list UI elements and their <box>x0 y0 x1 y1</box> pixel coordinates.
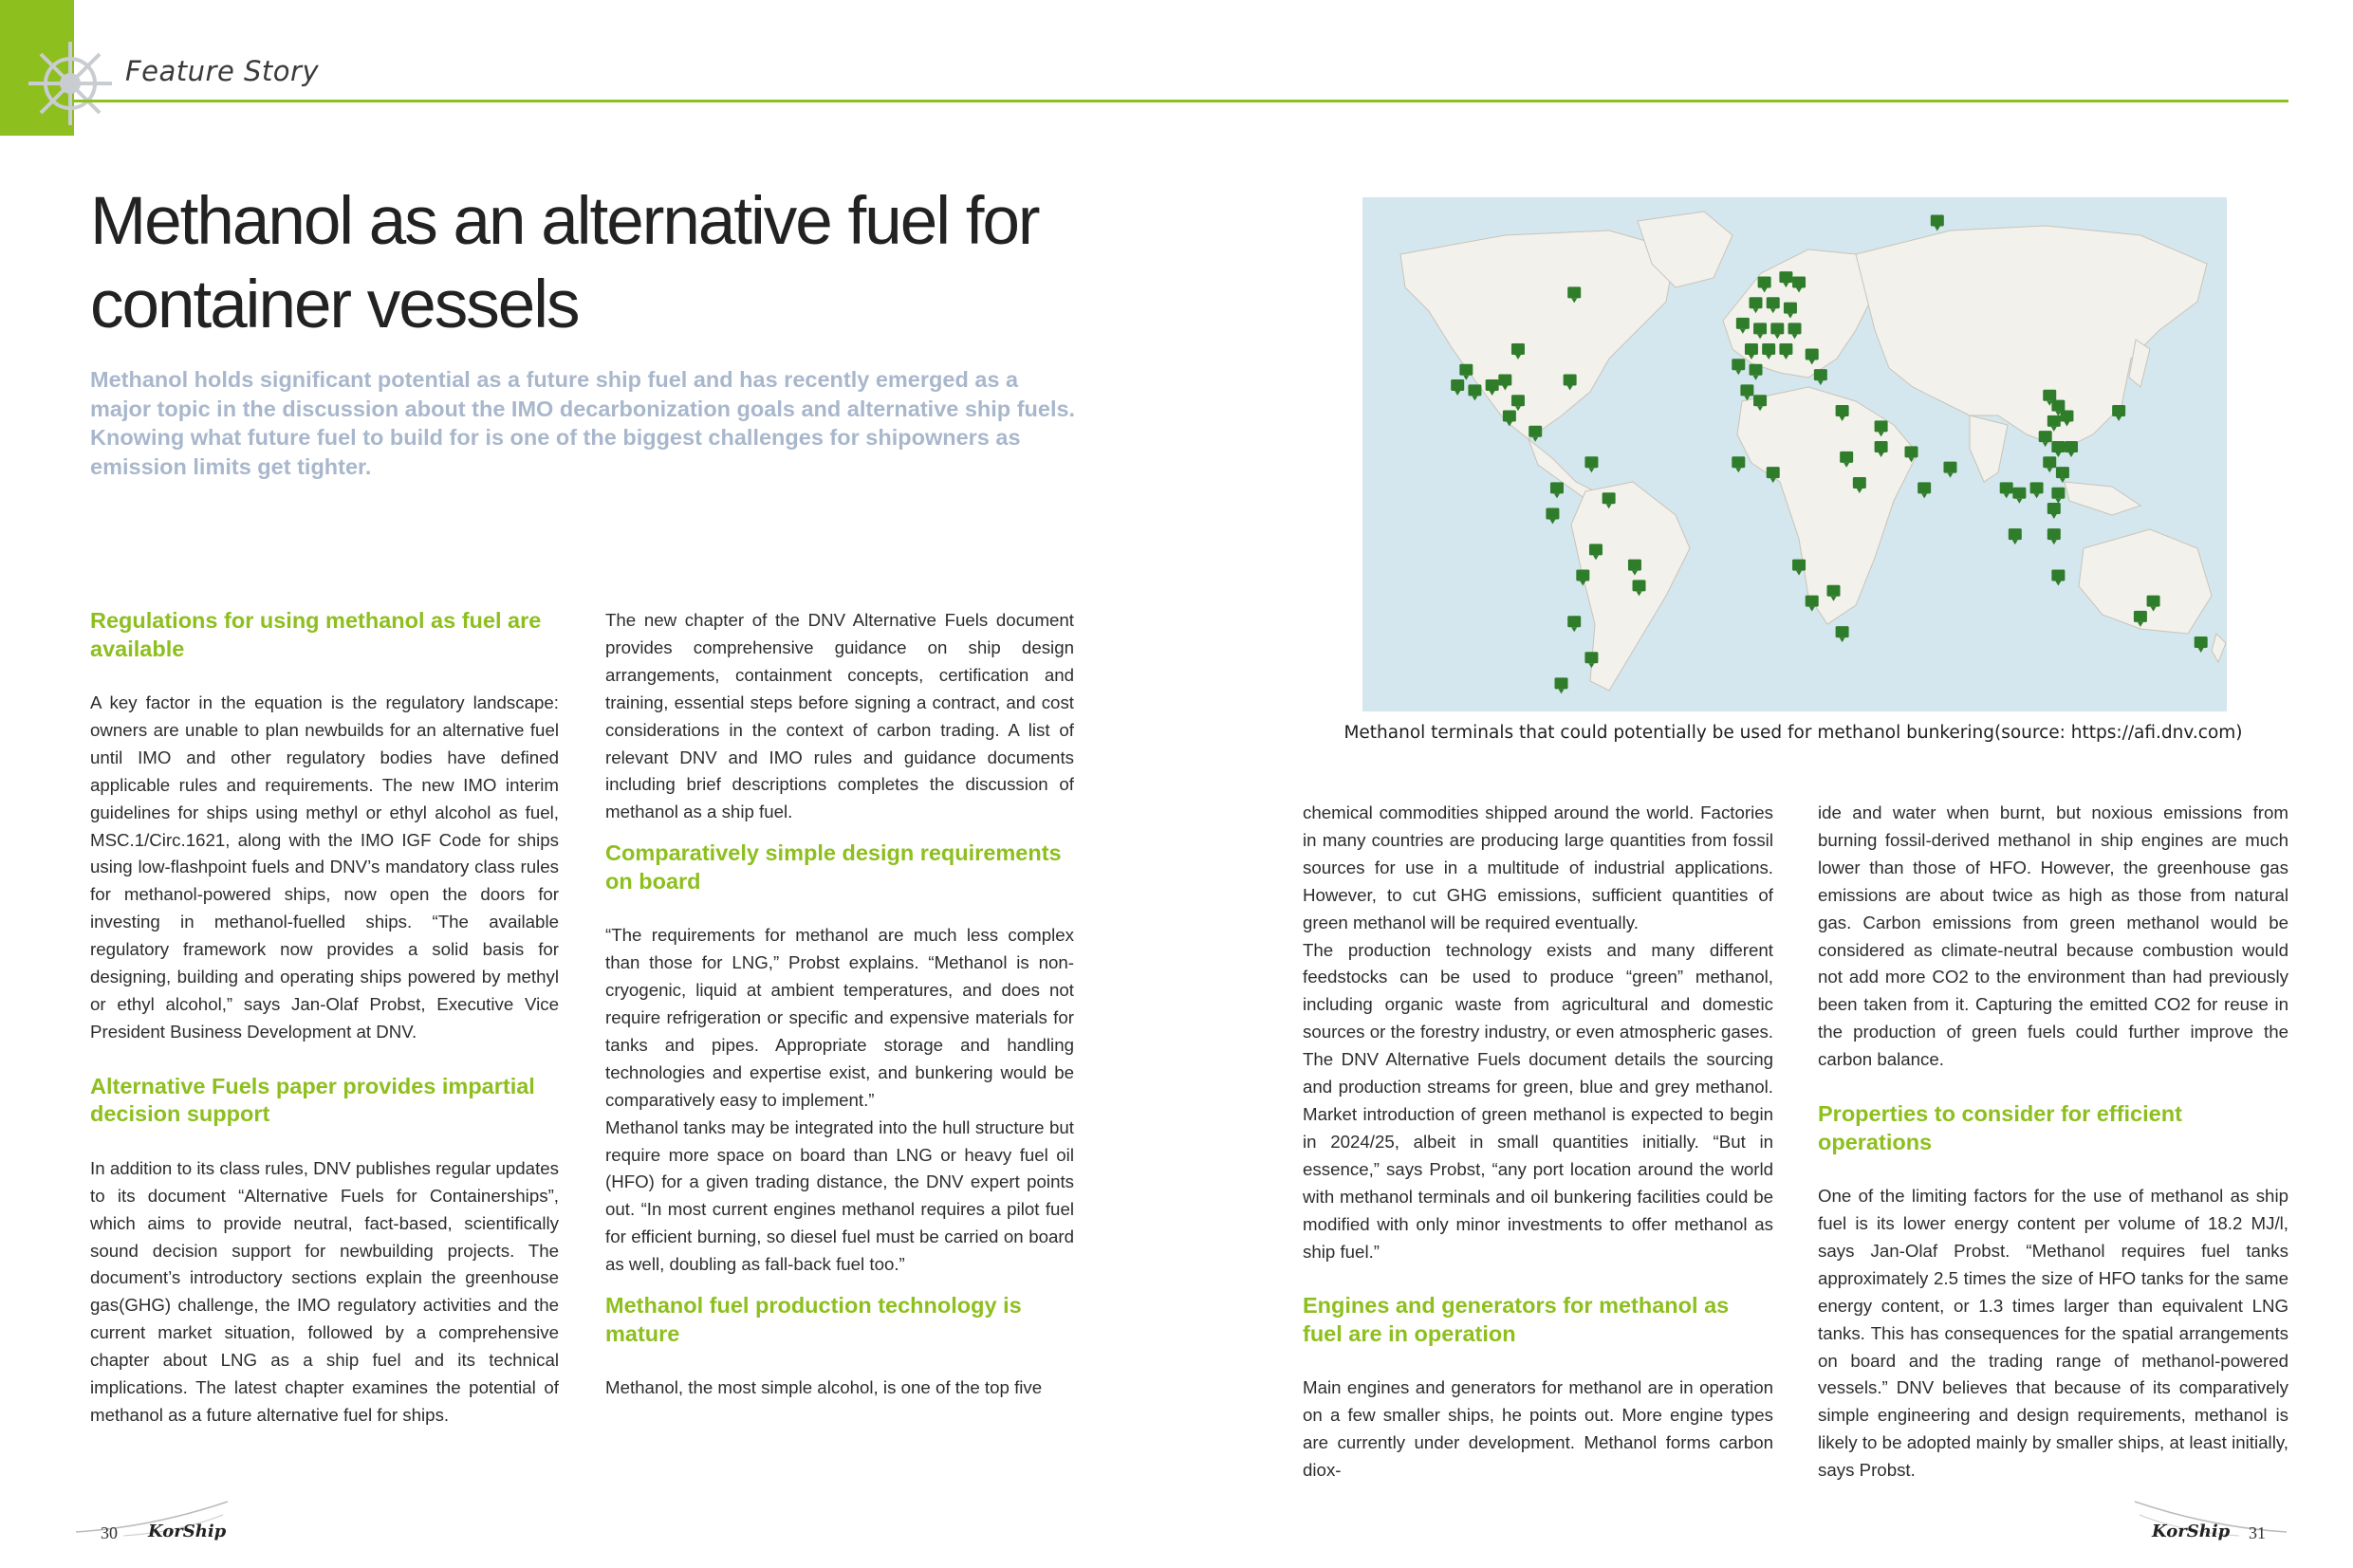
terminal-marker-icon[interactable] <box>1529 426 1542 442</box>
terminal-marker-icon[interactable] <box>1836 626 1849 642</box>
page-number-right: 31 <box>2249 1523 2266 1542</box>
header-rule <box>74 100 2288 102</box>
terminal-marker-icon[interactable] <box>2009 528 2022 544</box>
paragraph: Methanol, the most simple alcohol, is one of the top five <box>605 1377 1043 1398</box>
figure-caption: Methanol terminals that could potentially be used for methanol bunkering(source: https://afi.dnv.com) <box>1343 723 2243 743</box>
terminal-marker-icon[interactable] <box>2051 441 2065 457</box>
subheading: Comparatively simple design requirements on board <box>605 840 1062 894</box>
terminal-marker-icon[interactable] <box>1555 677 1568 693</box>
terminal-marker-icon[interactable] <box>2012 488 2026 504</box>
terminal-marker-icon[interactable] <box>2112 405 2125 421</box>
paragraph: The new chapter of the DNV Alternative Fuels document provides comprehensive guidance on ship design arrangements, containment concepts, certification and training, essential steps before signing a contract, and cost considerations in the context of carbon trading. A list of relevant DNV and IMO rules and guidance documents including brief descriptions completes the discussion of methanol as a ship fuel. <box>605 610 1074 822</box>
page-number-left: 30 <box>101 1523 118 1542</box>
terminal-marker-icon[interactable] <box>1792 560 1806 576</box>
article-lead: Methanol holds significant potential as a future ship fuel and has recently emerged as a major topic in the discussion about the IMO decarbonization goals and alternative ship fuels. Knowing what future fuel to build for is one of the biggest challenges for shipowners as emission limits get tighter. <box>90 367 1076 479</box>
paragraph: The production technology exists and many different feedstocks can be used to produce “green” methanol, including organic waste from agricultural and domestic sources or the forestry industry, or even atmospheric gases. The DNV Alternative Fuels document details the sourcing and production streams for green, blue and grey methanol. Market introduction of green methanol is expected to begin in 2024/25, albeit in small quantities initially. “But in essence,” says Probst, “any port location around the world with methanol terminals and oil bunkering facilities could be modified with only minor investments to offer methanol as ship fuel.” <box>1303 939 1773 1262</box>
korship-logo-right: KorShip <box>2152 1522 2231 1541</box>
paragraph: A key factor in the equation is the regulatory landscape: owners are unable to plan newbuilds for an alternative fuel until IMO and other regulatory bodies have defined applicable rules and requirements. The new IMO interim guidelines for ships using methyl or ethyl alcohol as fuel, MSC.1/Circ.1621, along with the IMO IGF Code for ships using low-flashpoint fuels and DNV’s mandatory class rules for methanol-powered ships, now open the doors for investing in methanol-fuelled ships. “The available regulatory framework now provides a solid basis for designing, building and operating ships powered by methyl or ethyl alcohol,” says Jan-Olaf Probst, Executive Vice President Business Development at DNV. <box>90 692 559 1042</box>
terminal-marker-icon[interactable] <box>1732 456 1745 472</box>
terminal-marker-icon[interactable] <box>1584 456 1598 472</box>
terminal-marker-icon[interactable] <box>1814 369 1827 385</box>
column-2 <box>605 607 1074 1402</box>
terminal-marker-icon[interactable] <box>1732 359 1745 375</box>
korship-logo-left: KorShip <box>148 1522 227 1541</box>
subheading: Regulations for using methanol as fuel are available <box>90 608 542 661</box>
land-masses <box>1400 212 2226 691</box>
article-title-line1: Methanol as an alternative fuel for <box>90 184 1039 259</box>
article-title-line2: container vessels <box>90 267 579 342</box>
terminal-marker-icon[interactable] <box>1550 482 1564 498</box>
section-label: Feature Story <box>125 55 320 87</box>
terminal-marker-icon[interactable] <box>2195 636 2208 653</box>
terminal-marker-icon[interactable] <box>2039 431 2052 447</box>
terminal-marker-icon[interactable] <box>2000 482 2013 498</box>
column-4 <box>1818 800 2288 1485</box>
terminal-marker-icon[interactable] <box>1546 507 1559 524</box>
paragraph: Main engines and generators for methanol are in operation on a few smaller ships, he points out. More engine types are currently under development. Methanol forms carbon diox- <box>1303 1377 1773 1481</box>
terminal-marker-icon[interactable] <box>2051 570 2065 586</box>
paragraph: One of the limiting factors for the use of methanol as ship fuel is its lower energy content per volume of 18.2 MJ/l, says Jan-Olaf Probst. “Methanol requires fuel tanks approximately 2.5 times the size of HFO tanks for the same energy content, or 1.3 times larger than equivalent LNG tanks. This has consequences for the spatial arrangements on board and the trading range of methanol-powered vessels.” DNV believes that because of its comparatively simple engineering and design requirements, methanol is likely to be adopted mainly by smaller ships, at least initially, says Probst. <box>1818 1186 2288 1481</box>
terminal-marker-icon[interactable] <box>1468 384 1481 400</box>
terminal-marker-icon[interactable] <box>2047 528 2061 544</box>
terminal-marker-icon[interactable] <box>2030 482 2044 498</box>
world-map <box>1362 197 2227 711</box>
article-title <box>90 180 1134 347</box>
terminal-marker-icon[interactable] <box>1750 364 1763 380</box>
column-1 <box>90 607 559 1430</box>
terminal-marker-icon[interactable] <box>2056 467 2069 483</box>
terminal-marker-icon[interactable] <box>1459 364 1473 380</box>
terminals-map <box>1362 197 2227 711</box>
paragraph: ide and water when burnt, but noxious emissions from burning fossil-derived methanol in ship engines are much lower than those of HFO. However, the greenhouse gas emissions are about twice as high as those from natural gas. Carbon emissions from green methanol would be considered as climate-neutral because combustion would not add more CO2 to the environment than had previously been taken from it. Capturing the emitted CO2 for reuse in the production of green fuels could further improve the carbon balance. <box>1818 802 2288 1070</box>
column-3 <box>1303 800 1773 1485</box>
paragraph: In addition to its class rules, DNV publishes regular updates to its document “Alternative Fuels for Containerships”, which aims to provide neutral, fact-based, scientifically sound decision support for newbuilding projects. The document’s introductory sections explain the greenhouse gas(GHG) challenge, the IMO regulatory activities and the current market situation, followed by a comprehensive chapter about LNG as a ship fuel and its technical implications. The latest chapter examines the potential of methanol as a future alternative fuel for ships. <box>90 1157 559 1425</box>
terminal-marker-icon[interactable] <box>1943 462 1956 478</box>
paragraph: “The requirements for methanol are much less complex than those for LNG,” Probst explains. “Methanol is non-cryogenic, liquid at ambient temperatures, and does not require refrigeration or specific and expensive materials for tanks and pipes. Appropriate storage and handling technologies and expertise exist, and bunkering would be comparatively easy to implement.” <box>605 925 1074 1110</box>
terminal-marker-icon[interactable] <box>1806 596 1819 612</box>
paragraph: Methanol tanks may be integrated into the hull structure but require more space on board than LNG or heavy fuel oil (HFO) for a given trading distance, the DNV expert points out. “In most current engines methanol requires a pilot fuel for efficient burning, so diesel fuel must be carried on board as well, doubling as fall-back fuel too.” <box>605 1116 1074 1275</box>
terminal-marker-icon[interactable] <box>1567 616 1581 632</box>
terminal-marker-icon[interactable] <box>1451 379 1464 396</box>
terminal-marker-icon[interactable] <box>2065 441 2078 457</box>
terminal-marker-icon[interactable] <box>2047 503 2061 519</box>
subheading: Alternative Fuels paper provides impartial decision support <box>90 1073 535 1127</box>
paragraph: chemical commodities shipped around the world. Factories in many countries are producing large quantities from fossil sources for use in a multitude of industrial applications. However, to cut GHG emissions, sufficient quantities of green methanol will be required eventually. <box>1303 802 1773 932</box>
subheading: Properties to consider for efficient operations <box>1818 1101 2182 1154</box>
terminal-marker-icon[interactable] <box>1918 482 1931 498</box>
terminal-marker-icon[interactable] <box>2043 456 2056 472</box>
ship-wheel-icon <box>25 38 116 129</box>
terminal-marker-icon[interactable] <box>1931 215 1944 231</box>
subheading: Engines and generators for methanol as fuel are in operation <box>1303 1293 1730 1346</box>
subheading: Methanol fuel production technology is mature <box>605 1293 1022 1346</box>
terminal-marker-icon[interactable] <box>2051 488 2065 504</box>
terminal-marker-icon[interactable] <box>1740 384 1753 400</box>
